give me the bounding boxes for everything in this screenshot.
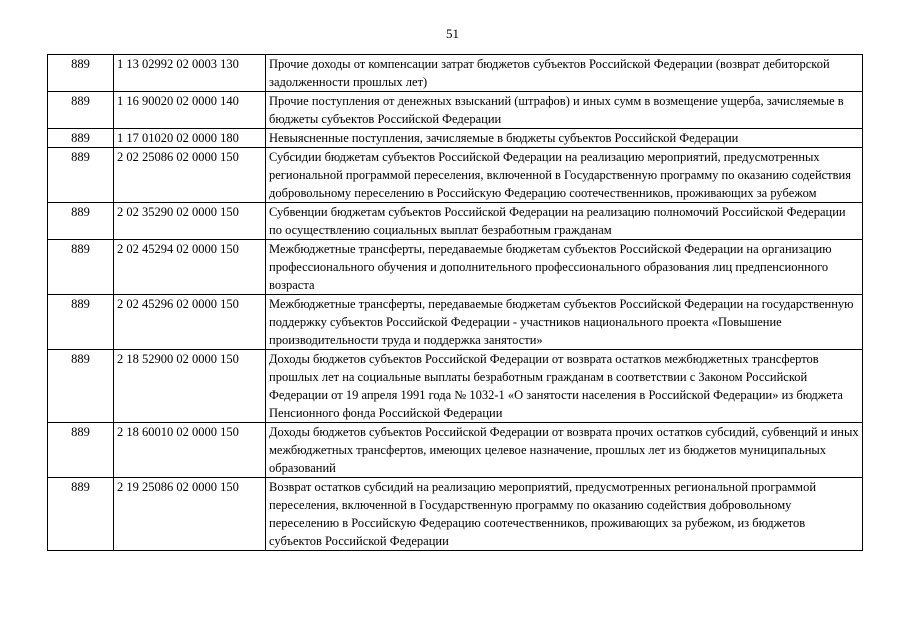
- admin-code-cell: 889: [48, 55, 114, 92]
- table-row: [48, 129, 863, 148]
- revenue-codes-table: [47, 54, 863, 551]
- table-row: [48, 295, 863, 350]
- budget-code-cell: 2 19 25086 02 0000 150: [114, 478, 266, 551]
- table-row: [48, 423, 863, 478]
- budget-code-cell: 2 18 52900 02 0000 150: [114, 350, 266, 423]
- table-row: [48, 240, 863, 295]
- admin-code-cell: 889: [48, 240, 114, 295]
- description-cell: Доходы бюджетов субъектов Российской Федерации от возврата остатков межбюджетных трансфертов прошлых лет на социальные выплаты безработным гражданам в соответствии с Законом Российской Федерации от 19 апреля 1991 года № 1032-1 «О занятости населения в Российской Федерации» из бюджета Пенсионного фонда Российской Федерации: [266, 350, 863, 423]
- budget-code-cell: 2 02 45294 02 0000 150: [114, 240, 266, 295]
- description-cell: Межбюджетные трансферты, передаваемые бюджетам субъектов Российской Федерации на организацию профессионального обучения и дополнительного профессионального образования лиц предпенсионного возраста: [266, 240, 863, 295]
- description-cell: Субвенции бюджетам субъектов Российской Федерации на реализацию полномочий Российской Федерации по осуществлению социальных выплат безработным гражданам: [266, 203, 863, 240]
- admin-code-cell: 889: [48, 129, 114, 148]
- description-cell: Субсидии бюджетам субъектов Российской Федерации на реализацию мероприятий, предусмотренных региональной программой переселения, включенной в Государственную программу по оказанию содействия добровольному переселению в Российскую Федерацию соотечественников, проживающих за рубежом: [266, 148, 863, 203]
- description-cell: Невыясненные поступления, зачисляемые в бюджеты субъектов Российской Федерации: [266, 129, 863, 148]
- table-row: [48, 92, 863, 129]
- description-cell: Возврат остатков субсидий на реализацию мероприятий, предусмотренных региональной программой переселения, включенной в Государственную программу по оказанию содействия добровольному переселению в Российскую Федерацию соотечественников, проживающих за рубежом, из бюджетов субъектов Российской Федерации: [266, 478, 863, 551]
- admin-code-cell: 889: [48, 350, 114, 423]
- description-cell: Межбюджетные трансферты, передаваемые бюджетам субъектов Российской Федерации на государственную поддержку субъектов Российской Федерации - участников национального проекта «Повышение производительности труда и поддержка занятости»: [266, 295, 863, 350]
- budget-code-cell: 1 13 02992 02 0003 130: [114, 55, 266, 92]
- description-cell: Прочие поступления от денежных взысканий (штрафов) и иных сумм в возмещение ущерба, зачисляемые в бюджеты субъектов Российской Федерации: [266, 92, 863, 129]
- admin-code-cell: 889: [48, 148, 114, 203]
- page-number: 51: [446, 26, 459, 41]
- admin-code-cell: 889: [48, 203, 114, 240]
- budget-code-cell: 2 02 45296 02 0000 150: [114, 295, 266, 350]
- budget-code-cell: 1 17 01020 02 0000 180: [114, 129, 266, 148]
- admin-code-cell: 889: [48, 478, 114, 551]
- budget-code-cell: 2 18 60010 02 0000 150: [114, 423, 266, 478]
- table-row: [48, 203, 863, 240]
- admin-code-cell: 889: [48, 295, 114, 350]
- description-cell: Прочие доходы от компенсации затрат бюджетов субъектов Российской Федерации (возврат дебиторской задолженности прошлых лет): [266, 55, 863, 92]
- budget-code-cell: 1 16 90020 02 0000 140: [114, 92, 266, 129]
- table-row: [48, 350, 863, 423]
- description-cell: Доходы бюджетов субъектов Российской Федерации от возврата прочих остатков субсидий, субвенций и иных межбюджетных трансфертов, имеющих целевое назначение, прошлых лет из бюджетов муниципальных образований: [266, 423, 863, 478]
- table-row: [48, 478, 863, 551]
- admin-code-cell: 889: [48, 423, 114, 478]
- table-row: [48, 148, 863, 203]
- admin-code-cell: 889: [48, 92, 114, 129]
- budget-code-cell: 2 02 35290 02 0000 150: [114, 203, 266, 240]
- table-row: [48, 55, 863, 92]
- budget-code-cell: 2 02 25086 02 0000 150: [114, 148, 266, 203]
